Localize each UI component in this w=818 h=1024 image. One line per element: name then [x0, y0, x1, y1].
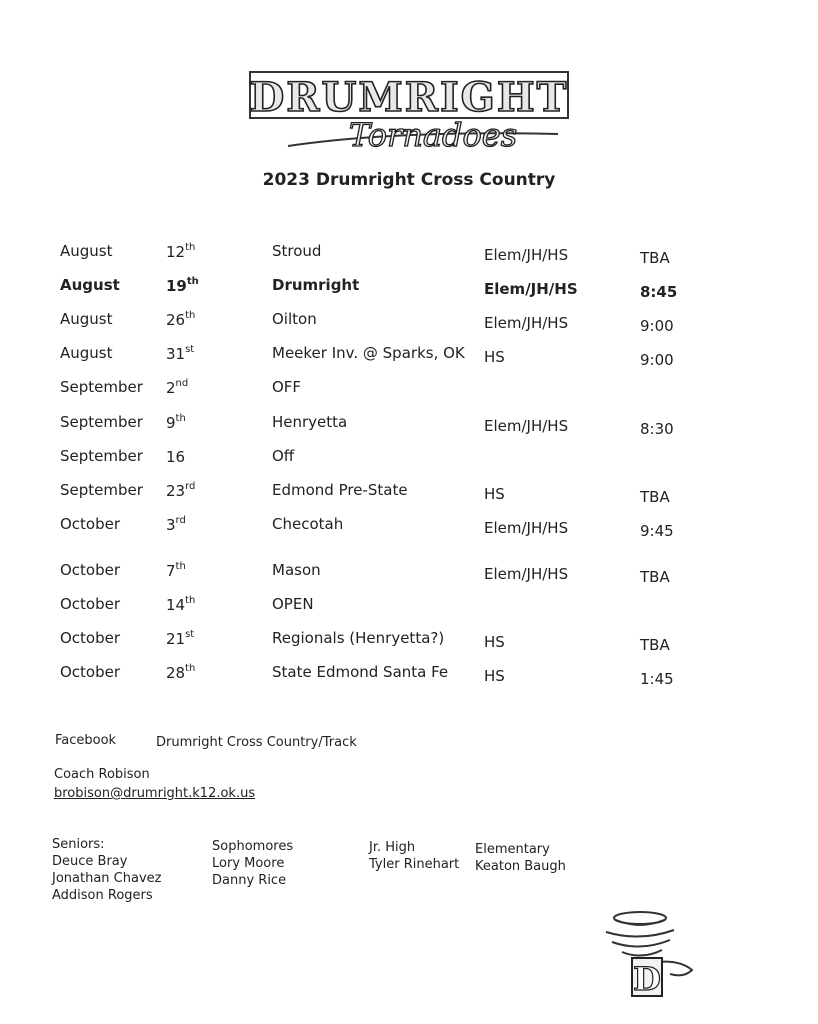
schedule-level [484, 417, 568, 435]
schedule-level [484, 246, 568, 264]
schedule-day [166, 310, 195, 329]
roster-name: Jonathan Chavez [52, 871, 162, 886]
schedule-row [0, 276, 818, 300]
schedule-event [272, 276, 359, 294]
schedule-event-text: OPEN [272, 595, 314, 613]
schedule-time [640, 317, 674, 335]
schedule-event-text: State Edmond Santa Fe [272, 663, 449, 681]
facebook-page-name: Drumright Cross Country/Track [156, 735, 357, 750]
roster-name: Tyler Rinehart [369, 857, 460, 872]
schedule-month [60, 515, 120, 533]
schedule-day-suffix: nd [175, 378, 189, 389]
schedule-day-suffix: st [185, 344, 195, 355]
schedule-time [640, 670, 674, 688]
schedule-month [60, 378, 143, 396]
schedule-event [272, 663, 448, 681]
schedule-day-text: 12 [166, 243, 186, 261]
schedule-time [640, 283, 677, 301]
schedule-event [272, 344, 465, 362]
schedule-event-text: Oilton [272, 310, 317, 328]
schedule-level-text: Elem/JH/HS [484, 280, 578, 298]
schedule-month [60, 344, 113, 362]
facebook-label: Facebook [55, 733, 117, 748]
schedule-time [640, 636, 670, 654]
schedule-month-text: August [60, 310, 113, 328]
roster-heading-jr-high: Jr. High [369, 840, 416, 855]
schedule-month [60, 242, 113, 260]
schedule-event [272, 413, 347, 431]
schedule-month-text: September [60, 378, 143, 396]
schedule-month-text: October [60, 663, 121, 681]
schedule-month-text: August [60, 344, 113, 362]
schedule-time-text: TBA [640, 249, 670, 267]
roster-heading-sophomores: Sophomores [212, 839, 294, 854]
schedule-row [0, 413, 818, 437]
schedule-day-text: 26 [166, 311, 186, 329]
schedule-row [0, 561, 818, 585]
schedule-event-text: Off [272, 447, 295, 465]
schedule-day-suffix: rd [185, 481, 196, 492]
schedule-time-text: 9:00 [640, 351, 674, 369]
schedule-level [484, 519, 568, 537]
schedule-day-suffix: th [186, 276, 199, 287]
schedule-event [272, 310, 317, 328]
schedule-day-text: 28 [166, 664, 186, 682]
schedule-level-text: Elem/JH/HS [484, 565, 569, 583]
roster-jr-high [369, 839, 459, 873]
schedule-month-text: September [60, 447, 143, 465]
roster-name: Addison Rogers [52, 888, 153, 903]
schedule-month-text: September [60, 481, 143, 499]
coach-name: Coach Robison [54, 767, 150, 782]
schedule-event [272, 629, 444, 647]
schedule-level [484, 280, 578, 298]
schedule-row [0, 344, 818, 368]
schedule-level-text: HS [484, 667, 505, 685]
schedule-row [0, 310, 818, 334]
schedule-level [484, 667, 505, 685]
schedule-day [166, 595, 195, 614]
logo-text-tornadoes: Tornadoes [348, 116, 518, 154]
schedule-event-text: OFF [272, 378, 302, 396]
schedule-day-suffix: th [175, 413, 186, 424]
schedule-day [166, 242, 195, 261]
schedule-event [272, 242, 321, 260]
schedule-event [272, 378, 301, 396]
schedule-event [272, 595, 314, 613]
schedule-month-text: October [60, 561, 121, 579]
schedule-day [166, 629, 194, 648]
schedule-row [0, 378, 818, 402]
schedule-day-text: 21 [166, 630, 186, 648]
schedule-day-text: 9 [166, 414, 176, 432]
schedule-event [272, 447, 294, 465]
schedule-day [166, 561, 186, 580]
schedule-day-suffix: th [175, 561, 186, 572]
schedule-month-text: September [60, 413, 143, 431]
roster-name: Danny Rice [212, 873, 287, 888]
schedule-level [484, 348, 505, 366]
schedule-day [166, 378, 188, 397]
schedule-day-suffix: th [185, 242, 196, 253]
schedule-day-suffix: st [185, 629, 195, 640]
page-title: 2023 Drumright Cross Country [262, 170, 556, 190]
schedule-time-text: TBA [640, 488, 670, 506]
schedule-time-text: 9:45 [640, 522, 674, 540]
schedule-time-text: 8:30 [640, 420, 674, 438]
schedule-day-text: 2 [166, 379, 176, 397]
schedule-event [272, 515, 343, 533]
roster-heading-seniors: Seniors: [52, 837, 105, 852]
schedule-month [60, 629, 120, 647]
schedule-time-text: 9:00 [640, 317, 674, 335]
schedule-level [484, 565, 568, 583]
schedule-event-text: Mason [272, 561, 321, 579]
schedule-month [60, 561, 120, 579]
schedule-level-text: HS [484, 633, 505, 651]
schedule-day-text: 14 [166, 596, 186, 614]
roster-seniors [52, 836, 161, 904]
schedule-row [0, 663, 818, 687]
schedule-level-text: HS [484, 348, 505, 366]
schedule-month-text: August [60, 242, 113, 260]
schedule-row [0, 481, 818, 505]
schedule-month [60, 413, 143, 431]
schedule-time-text: 8:45 [640, 283, 678, 301]
schedule-row [0, 595, 818, 619]
schedule-row [0, 629, 818, 653]
roster-name: Deuce Bray [52, 854, 128, 869]
schedule-day-suffix: th [185, 595, 196, 606]
schedule-day-suffix: rd [175, 515, 186, 526]
schedule-event-text: Meeker Inv. @ Sparks, OK [272, 344, 465, 362]
schedule-time-text: TBA [640, 636, 670, 654]
schedule-day [166, 481, 195, 500]
schedule-time [640, 420, 674, 438]
schedule-day-text: 23 [166, 482, 186, 500]
schedule-level-text: Elem/JH/HS [484, 246, 569, 264]
schedule-month-text: October [60, 629, 121, 647]
schedule-month [60, 276, 120, 294]
schedule-event-text: Drumright [272, 276, 360, 294]
schedule-day-text: 19 [166, 277, 187, 295]
tornado-mascot-icon [600, 908, 700, 1000]
schedule-level-text: HS [484, 485, 505, 503]
schedule-day-text: 3 [166, 516, 176, 534]
schedule-level [484, 633, 505, 651]
schedule-time-text: TBA [640, 568, 670, 586]
schedule-time [640, 249, 670, 267]
schedule-month-text: October [60, 595, 121, 613]
schedule-day [166, 515, 186, 534]
roster-heading-elementary: Elementary [475, 842, 550, 857]
schedule-month [60, 447, 143, 465]
schedule-day-text: 7 [166, 562, 176, 580]
schedule-time [640, 488, 670, 506]
schedule-level [484, 314, 568, 332]
schedule-day-suffix: th [185, 310, 196, 321]
roster-name: Keaton Baugh [475, 859, 566, 874]
schedule-event [272, 481, 408, 499]
schedule-time [640, 522, 674, 540]
schedule-month [60, 595, 120, 613]
schedule-month [60, 310, 113, 328]
schedule-row [0, 515, 818, 539]
schedule-level-text: Elem/JH/HS [484, 417, 569, 435]
schedule-day [166, 663, 195, 682]
roster-elementary [475, 841, 566, 875]
schedule-level-text: Elem/JH/HS [484, 519, 569, 537]
schedule-month [60, 481, 143, 499]
mascot-letter: D [633, 960, 661, 998]
schedule-day-text: 16 [166, 448, 186, 466]
schedule-time [640, 568, 670, 586]
schedule-month-text: October [60, 515, 121, 533]
schedule-day [166, 344, 194, 363]
coach-email-link[interactable]: brobison@drumright.k12.ok.us [54, 786, 256, 801]
logo-text-drumright: DRUMRIGHT [249, 74, 569, 121]
schedule-day-text: 31 [166, 345, 186, 363]
roster-name: Lory Moore [212, 856, 285, 871]
schedule-day [166, 413, 186, 432]
schedule-day [166, 276, 199, 295]
schedule-row [0, 447, 818, 471]
roster-sophomores [212, 838, 293, 889]
schedule-time [640, 351, 674, 369]
schedule-level-text: Elem/JH/HS [484, 314, 569, 332]
schedule-row [0, 242, 818, 266]
schedule-day [166, 447, 185, 466]
schedule-event-text: Henryetta [272, 413, 348, 431]
schedule-event-text: Edmond Pre-State [272, 481, 408, 499]
schedule-event-text: Stroud [272, 242, 322, 260]
schedule-event [272, 561, 321, 579]
schedule-level [484, 485, 505, 503]
schedule-event-text: Regionals (Henryetta?) [272, 629, 445, 647]
schedule-event-text: Checotah [272, 515, 344, 533]
schedule-month-text: August [60, 276, 120, 294]
schedule-time-text: 1:45 [640, 670, 674, 688]
schedule-day-suffix: th [185, 663, 196, 674]
schedule-month [60, 663, 120, 681]
